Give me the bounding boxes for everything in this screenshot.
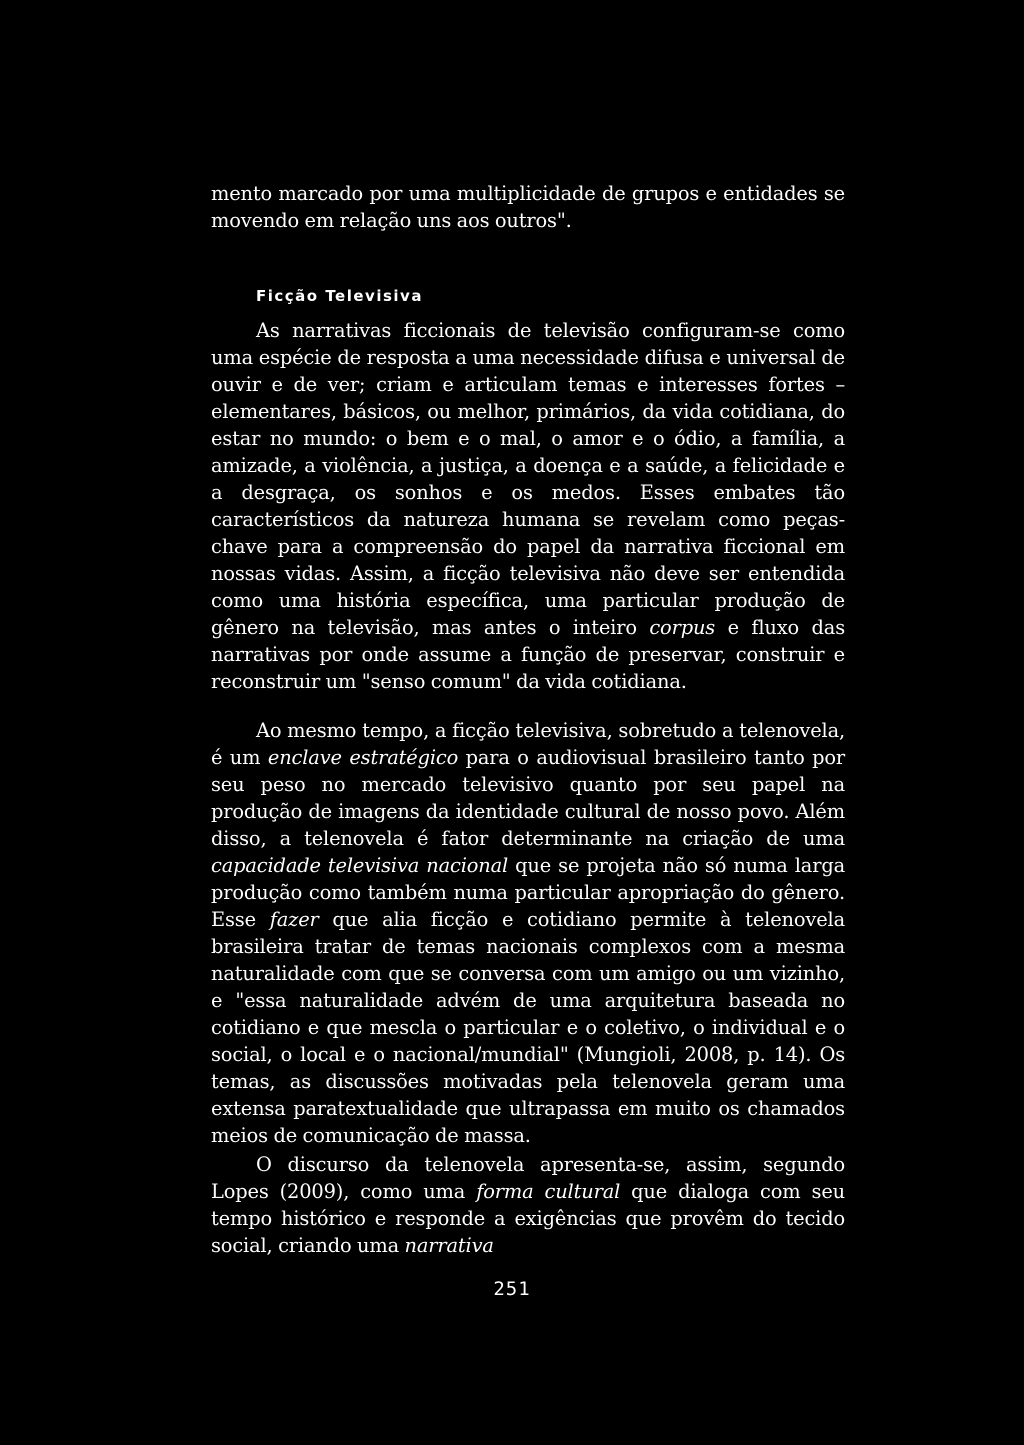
- body-paragraph-3: [211, 1151, 845, 1259]
- paragraph-2-text-a: Ao mesmo tempo, a ficção televisiva, sobretudo a telenovela, é um: [211, 719, 845, 769]
- paragraph-3-emphasis-forma: forma cultural: [476, 1180, 621, 1203]
- paragraph-3-text-a: O discurso da telenovela apresenta-se, assim, segundo Lopes (2009), como uma: [211, 1153, 845, 1203]
- body-paragraph-1: [211, 317, 845, 695]
- paragraph-2-text-c: que se projeta não só numa larga produção como também numa particular apropriação do gênero. Esse: [211, 854, 845, 931]
- paragraph-2-emphasis-fazer: fazer: [269, 908, 319, 931]
- paragraph-1-emphasis-corpus: corpus: [649, 616, 716, 639]
- paragraph-2-text-b: para o audiovisual brasileiro tanto por seu peso no mercado televisivo quanto por seu papel na produção de imagens da identidade cultural de nosso povo. Além disso, a telenovela é fator determinante na criação de uma: [211, 746, 845, 850]
- paragraph-3-text-b: que dialoga com seu tempo histórico e responde a exigências que provêm do tecido social, criando uma: [211, 1180, 845, 1257]
- intro-paragraph: mento marcado por uma multiplicidade de grupos e entidades se movendo em relação uns aos outros".: [211, 182, 845, 232]
- paragraph-1-text-b: e fluxo das narrativas por onde assume a função de preservar, construir e reconstruir um "senso comum" da vida cotidiana.: [211, 616, 846, 693]
- paragraph-2-text-d: que alia ficção e cotidiano permite à telenovela brasileira tratar de temas nacionais complexos com a mesma naturalidade com que se conversa com um amigo ou um vizinho, e "essa naturalidade advém de uma arquitetura baseada no cotidiano e que mescla o particular e o coletivo, o individual e o social, o local e o nacional/mundial" (Mungioli, 2008, p. 14). Os temas, as discussões motivadas pela telenovela geram uma extensa paratextualidade que ultrapassa em muito os chamados meios de comunicação de massa.: [211, 908, 845, 1147]
- page-number: 251: [493, 1278, 531, 1300]
- body-paragraph-2: [211, 717, 845, 1149]
- paragraph-3-emphasis-narrativa: narrativa: [404, 1234, 494, 1257]
- section-heading: Ficção Televisiva: [256, 287, 423, 305]
- paragraph-1-text-a: As narrativas ficcionais de televisão configuram-se como uma espécie de resposta a uma necessidade difusa e universal de ouvir e de ver; criam e articulam temas e interesses fortes – elementares, básicos, ou melhor, primários, da vida cotidiana, do estar no mundo: o bem e o mal, o amor e o ódio, a família, a amizade, a violência, a justiça, a doença e a saúde, a felicidade e a desgraça, os sonhos e os medos. Esses embates tão característicos da natureza humana se revelam como peças-chave para a compreensão do papel da narrativa ficcional em nossas vidas. Assim, a ficção televisiva não deve ser entendida como uma história específica, uma particular produção de gênero na televisão, mas antes o inteiro: [211, 319, 845, 639]
- paragraph-2-emphasis-capacidade: capacidade televisiva nacional: [211, 854, 509, 877]
- paragraph-2-emphasis-enclave: enclave estratégico: [267, 746, 459, 769]
